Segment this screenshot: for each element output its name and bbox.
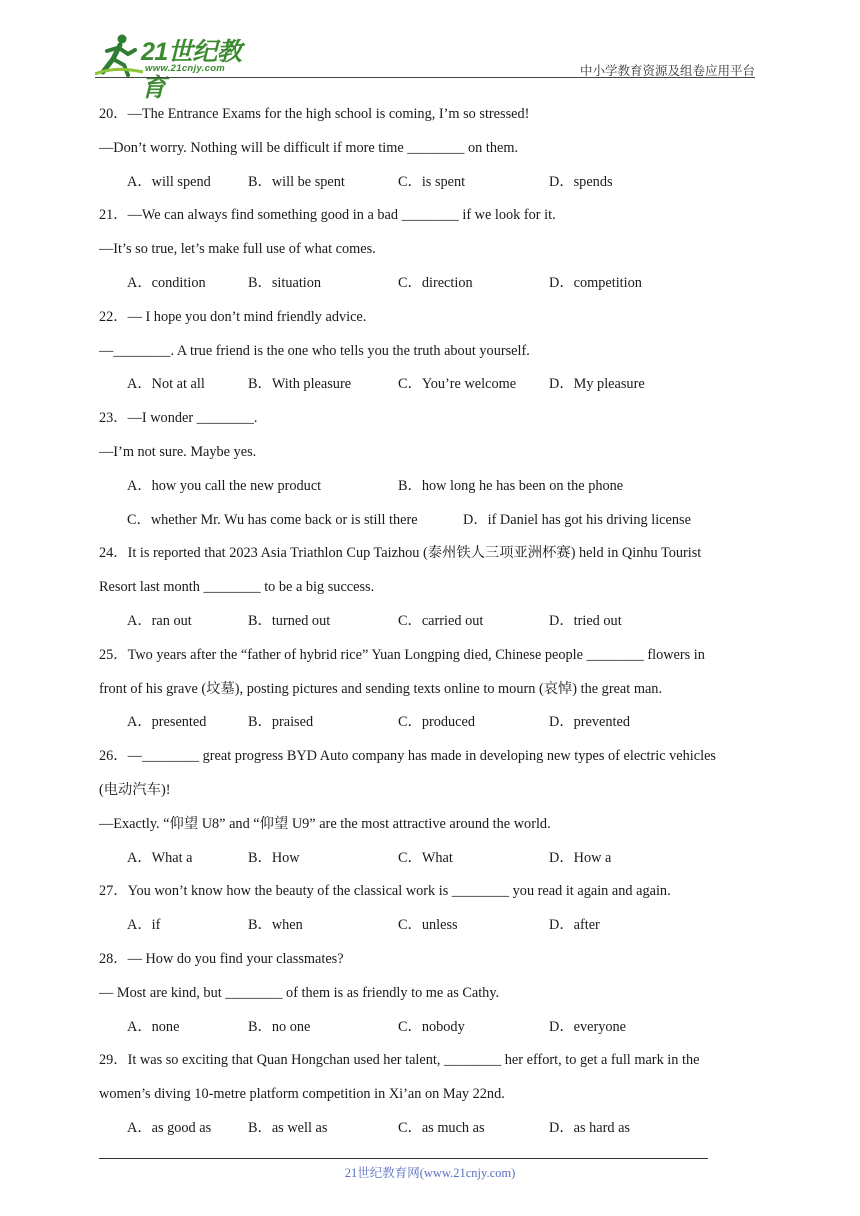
options-row	[99, 166, 759, 200]
answer-option[interactable]: B．when	[248, 917, 303, 934]
question-stem: 22．— I hope you don’t mind friendly advice.	[99, 308, 367, 325]
answer-option[interactable]: B．no one	[248, 1018, 311, 1035]
logo-text: 21世纪教育	[141, 38, 242, 102]
answer-option[interactable]: C．nobody	[398, 1018, 465, 1035]
answer-option[interactable]: B．how long he has been on the phone	[398, 477, 624, 494]
options-row	[99, 909, 759, 943]
answer-option[interactable]: A．What a	[127, 849, 193, 866]
answer-option[interactable]: B．With pleasure	[248, 376, 352, 393]
question-line: —It’s so true, let’s make full use of what comes.	[99, 241, 376, 258]
answer-option[interactable]: D．My pleasure	[549, 376, 645, 393]
answer-option[interactable]: B．How	[248, 849, 300, 866]
site-logo	[95, 30, 265, 102]
answer-option[interactable]: C．produced	[398, 714, 476, 731]
question-line: front of his grave (坟墓), posting pictures and sending texts online to mourn (哀悼) the great man.	[99, 680, 663, 697]
question-stem: 24．It is reported that 2023 Asia Triathlon Cup Taizhou (泰州铁人三项亚洲杯赛) held in Qinhu Tourist	[99, 545, 702, 562]
logo-url: www.21cnjy.com	[145, 63, 226, 74]
question-line: (电动汽车)!	[99, 781, 171, 798]
answer-option[interactable]: C．direction	[398, 274, 473, 291]
footer-divider	[99, 1158, 708, 1159]
answer-option[interactable]: A．as good as	[127, 1119, 212, 1136]
answer-option[interactable]: A．ran out	[127, 612, 192, 629]
answer-option[interactable]: C．as much as	[398, 1119, 485, 1136]
answer-option[interactable]: C．is spent	[398, 173, 466, 190]
answer-option[interactable]: C．You’re welcome	[398, 376, 517, 393]
options-row	[99, 470, 759, 504]
options-row	[99, 706, 759, 740]
options-row	[99, 605, 759, 639]
answer-option[interactable]: B．turned out	[248, 612, 331, 629]
answer-option[interactable]: A．condition	[127, 274, 206, 291]
question-item	[99, 1044, 759, 1145]
answer-option[interactable]: A．how you call the new product	[127, 477, 322, 494]
answer-option[interactable]: C．whether Mr. Wu has come back or is still there	[127, 511, 418, 528]
question-stem: 25．Two years after the “father of hybrid rice” Yuan Longping died, Chinese people ________ flowers in	[99, 646, 705, 663]
header-divider	[95, 77, 755, 78]
footer-text: 21世纪教育网(www.21cnjy.com)	[344, 1166, 516, 1180]
answer-option[interactable]: D．if Daniel has got his driving license	[463, 511, 691, 528]
answer-option[interactable]: B．situation	[248, 274, 322, 291]
answer-option[interactable]: C．What	[398, 849, 453, 866]
answer-option[interactable]: D．competition	[549, 274, 642, 291]
options-row	[99, 368, 759, 402]
answer-option[interactable]: C．unless	[398, 917, 458, 934]
options-row	[99, 842, 759, 876]
question-line: Resort last month ________ to be a big success.	[99, 579, 375, 596]
answer-option[interactable]: D．prevented	[549, 714, 630, 731]
options-row	[99, 1011, 759, 1045]
answer-option[interactable]: A．if	[127, 917, 161, 934]
question-item	[99, 875, 759, 943]
question-line: —Don’t worry. Nothing will be difficult if more time ________ on them.	[99, 139, 519, 156]
answer-option[interactable]: A．presented	[127, 714, 207, 731]
question-list	[99, 98, 759, 1146]
options-row	[99, 267, 759, 301]
question-stem: 27．You won’t know how the beauty of the classical work is ________ you read it again and again.	[99, 883, 671, 900]
page-header	[95, 30, 755, 102]
question-item	[99, 740, 759, 875]
answer-option[interactable]: D．after	[549, 917, 600, 934]
runner-logo-icon	[95, 32, 145, 78]
question-line: women’s diving 10-metre platform competition in Xi’an on May 22nd.	[99, 1086, 505, 1103]
options-row	[99, 504, 759, 538]
answer-option[interactable]: C．carried out	[398, 612, 484, 629]
question-line: —________. A true friend is the one who tells you the truth about yourself.	[99, 342, 530, 359]
answer-option[interactable]: A．will spend	[127, 173, 211, 190]
question-stem: 20．—The Entrance Exams for the high school is coming, I’m so stressed!	[99, 106, 530, 122]
question-stem: 28．— How do you find your classmates?	[99, 950, 344, 967]
answer-option[interactable]: B．as well as	[248, 1119, 328, 1136]
question-line: —Exactly. “仰望 U8” and “仰望 U9” are the most attractive around the world.	[99, 815, 551, 832]
question-item	[99, 98, 759, 199]
question-stem: 21．—We can always find something good in a bad ________ if we look for it.	[99, 207, 556, 224]
question-item	[99, 537, 759, 638]
answer-option[interactable]: A．Not at all	[127, 376, 205, 393]
options-row	[99, 1112, 759, 1146]
question-line: —I’m not sure. Maybe yes.	[99, 443, 257, 460]
question-item	[99, 199, 759, 300]
question-line: — Most are kind, but ________ of them is as friendly to me as Cathy.	[99, 984, 500, 1001]
question-stem: 23．—I wonder ________.	[99, 410, 258, 427]
question-item	[99, 301, 759, 402]
answer-option[interactable]: D．How a	[549, 849, 612, 866]
question-stem: 26．—________ great progress BYD Auto company has made in developing new types of electric vehicles	[99, 748, 716, 765]
question-item	[99, 943, 759, 1044]
answer-option[interactable]: D．everyone	[549, 1018, 627, 1035]
answer-option[interactable]: B．will be spent	[248, 173, 345, 190]
answer-option[interactable]: D．as hard as	[549, 1119, 630, 1136]
question-item	[99, 402, 759, 537]
answer-option[interactable]: D．spends	[549, 173, 613, 190]
platform-tagline: 中小学教育资源及组卷应用平台	[579, 63, 755, 78]
answer-option[interactable]: B．praised	[248, 714, 314, 731]
answer-option[interactable]: D．tried out	[549, 612, 622, 629]
question-item	[99, 639, 759, 740]
question-stem: 29．It was so exciting that Quan Hongchan used her talent, ________ her effort, to get a full mark in the	[99, 1052, 700, 1069]
answer-option[interactable]: A．none	[127, 1018, 180, 1035]
